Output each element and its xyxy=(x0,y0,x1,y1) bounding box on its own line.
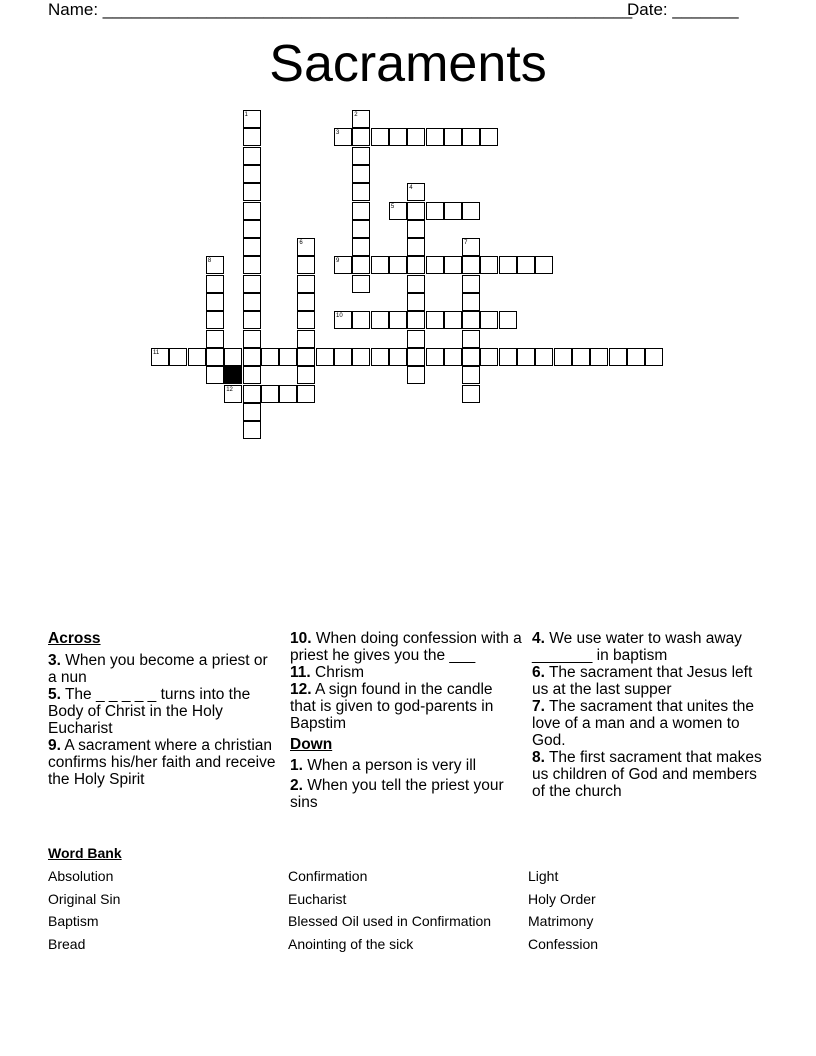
crossword-cell[interactable] xyxy=(462,330,480,348)
clue-number: 8 xyxy=(207,258,212,265)
crossword-cell[interactable] xyxy=(462,256,480,274)
crossword-cell[interactable] xyxy=(444,202,462,220)
clue-item xyxy=(532,749,768,800)
clue-number: 5. xyxy=(48,686,61,703)
crossword-cell[interactable] xyxy=(499,311,517,329)
crossword-cell[interactable] xyxy=(609,348,627,366)
clue-item xyxy=(48,652,280,686)
crossword-cell[interactable] xyxy=(206,293,224,311)
crossword-cell[interactable] xyxy=(389,311,407,329)
crossword-cell[interactable] xyxy=(279,385,297,403)
clue-number: 6 xyxy=(299,240,303,247)
crossword-cell[interactable] xyxy=(407,366,425,384)
crossword-cell[interactable] xyxy=(243,275,261,293)
crossword-cell[interactable] xyxy=(444,128,462,146)
crossword-cell[interactable] xyxy=(499,256,517,274)
date-field-label: Date: _______ xyxy=(627,0,739,19)
crossword-cell[interactable] xyxy=(517,256,535,274)
crossword-cell[interactable] xyxy=(426,256,444,274)
word-bank-item: Confession xyxy=(528,935,599,952)
crossword-cell[interactable] xyxy=(462,311,480,329)
crossword-cell[interactable] xyxy=(352,202,370,220)
crossword-cell[interactable] xyxy=(297,385,315,403)
clue-number: 10. xyxy=(290,630,312,647)
clue-number: 7 xyxy=(464,240,468,247)
crossword-cell[interactable] xyxy=(462,348,480,366)
crossword-cell[interactable] xyxy=(243,165,261,183)
clue-number: 8. xyxy=(532,749,545,766)
crossword-cell[interactable] xyxy=(462,275,480,293)
crossword-cell[interactable] xyxy=(243,147,261,165)
crossword-cell[interactable] xyxy=(407,128,425,146)
word-bank-item: Baptism xyxy=(48,913,99,929)
crossword-cell[interactable] xyxy=(426,311,444,329)
crossword-cell[interactable] xyxy=(352,147,370,165)
crossword-cell[interactable] xyxy=(426,202,444,220)
crossword-cell[interactable] xyxy=(444,311,462,329)
crossword-cell[interactable] xyxy=(480,311,498,329)
clue-item xyxy=(48,737,280,788)
clue-item xyxy=(290,664,522,681)
clue-number: 3. xyxy=(48,652,61,669)
crossword-cell[interactable] xyxy=(407,293,425,311)
crossword-cell[interactable] xyxy=(389,128,407,146)
word-bank-item: Confirmation xyxy=(288,868,368,884)
crossword-cell[interactable] xyxy=(462,385,480,403)
clues-column-2 xyxy=(290,630,522,811)
word-bank-item: Light xyxy=(528,868,559,884)
clue-number: 11 xyxy=(153,349,160,356)
clue-item xyxy=(290,777,522,811)
crossword-cell[interactable] xyxy=(206,330,224,348)
crossword-cell[interactable] xyxy=(243,366,261,384)
clue-number: 4. xyxy=(532,630,545,647)
crossword-cell[interactable] xyxy=(243,385,261,403)
crossword-cell[interactable] xyxy=(243,256,261,274)
clue-text: A sign found in the candle that is given to god-parents in Bapstim xyxy=(290,681,494,732)
clue-text: When you tell the priest your sins xyxy=(290,777,504,811)
crossword-cell[interactable] xyxy=(407,238,425,256)
crossword-cell[interactable] xyxy=(334,348,352,366)
crossword-cell[interactable] xyxy=(243,128,261,146)
crossword-black-cell xyxy=(224,366,242,384)
crossword-cell[interactable] xyxy=(243,311,261,329)
clues-column-3 xyxy=(532,630,768,800)
crossword-cell[interactable] xyxy=(590,348,608,366)
clue-number: 2. xyxy=(290,777,303,794)
crossword-cell[interactable] xyxy=(243,421,261,439)
crossword-cell[interactable] xyxy=(297,256,315,274)
crossword-cell[interactable] xyxy=(352,238,370,256)
word-bank-item: Original Sin xyxy=(48,890,121,907)
clue-item xyxy=(290,681,522,732)
crossword-cell[interactable] xyxy=(407,202,425,220)
clue-text: The _ _ _ _ _ turns into the Body of Christ in the Holy Eucharist xyxy=(48,686,251,737)
clue-number: 11. xyxy=(290,664,311,681)
crossword-cell[interactable] xyxy=(352,183,370,201)
crossword-cell[interactable] xyxy=(188,348,206,366)
crossword-cell[interactable] xyxy=(243,183,261,201)
crossword-cell[interactable] xyxy=(407,275,425,293)
word-bank-item: Bread xyxy=(48,935,86,952)
clue-number: 12 xyxy=(226,386,233,393)
clue-text: When a person is very ill xyxy=(302,757,477,774)
word-bank-column-1 xyxy=(48,868,120,958)
crossword-cell[interactable] xyxy=(352,165,370,183)
clue-text: When doing confession with a priest he gives you the ___ xyxy=(290,630,522,664)
crossword-cell[interactable] xyxy=(407,348,425,366)
clues-column-1 xyxy=(48,630,280,788)
clue-number: 6. xyxy=(532,664,545,681)
crossword-cell[interactable] xyxy=(206,348,224,366)
crossword-cell[interactable] xyxy=(389,348,407,366)
clue-text: A sacrament where a christian confirms his/her faith and receive the Holy Spirit xyxy=(48,737,276,788)
crossword-cell[interactable] xyxy=(297,330,315,348)
crossword-grid xyxy=(0,0,816,460)
clue-number: 9. xyxy=(48,737,61,754)
clue-item xyxy=(532,664,768,698)
crossword-cell[interactable] xyxy=(407,330,425,348)
crossword-cell[interactable] xyxy=(352,348,370,366)
clue-number: 3 xyxy=(336,130,340,137)
crossword-cell[interactable] xyxy=(224,348,242,366)
crossword-cell[interactable] xyxy=(554,348,572,366)
crossword-cell[interactable] xyxy=(572,348,590,366)
crossword-cell[interactable] xyxy=(389,256,407,274)
clue-text: When you become a priest or a nun xyxy=(48,652,268,686)
clue-item xyxy=(290,630,522,664)
crossword-cell[interactable] xyxy=(627,348,645,366)
name-field-label: Name: ________________________________________________________ xyxy=(48,0,633,19)
word-bank-item: Blessed Oil used in Confirmation xyxy=(288,913,492,929)
crossword-cell[interactable] xyxy=(535,256,553,274)
clue-number: 5 xyxy=(390,203,395,210)
crossword-cell[interactable] xyxy=(535,348,553,366)
crossword-cell[interactable] xyxy=(499,348,517,366)
crossword-cell[interactable] xyxy=(480,128,498,146)
crossword-cell[interactable] xyxy=(480,256,498,274)
clue-number: 7. xyxy=(532,698,545,715)
word-bank-column-2 xyxy=(288,868,491,958)
clue-item xyxy=(532,698,768,749)
clue-number: 12. xyxy=(290,681,312,698)
clue-text: The first sacrament that makes us children of God and members of the church xyxy=(532,749,762,800)
crossword-cell[interactable] xyxy=(297,293,315,311)
clue-number: 9 xyxy=(336,258,340,265)
crossword-cell[interactable] xyxy=(243,330,261,348)
clue-text: We use water to wash away _______ in baptism xyxy=(532,630,742,664)
crossword-cell[interactable] xyxy=(297,275,315,293)
word-bank-column-3 xyxy=(528,868,598,958)
crossword-cell[interactable] xyxy=(462,366,480,384)
crossword-cell[interactable] xyxy=(371,311,389,329)
crossword-cell[interactable] xyxy=(352,128,370,146)
clue-text: The sacrament that unites the love of a man and a women to God. xyxy=(532,698,755,749)
crossword-cell[interactable] xyxy=(371,348,389,366)
crossword-cell[interactable] xyxy=(444,348,462,366)
crossword-cell[interactable] xyxy=(407,256,425,274)
crossword-cell[interactable] xyxy=(206,366,224,384)
crossword-cell[interactable] xyxy=(407,220,425,238)
crossword-cell[interactable] xyxy=(352,256,370,274)
word-bank-item: Holy Order xyxy=(528,890,596,907)
crossword-cell[interactable] xyxy=(352,311,370,329)
crossword-cell[interactable] xyxy=(352,275,370,293)
crossword-cell[interactable] xyxy=(261,348,279,366)
clue-number: 4 xyxy=(409,185,413,192)
word-bank-item: Absolution xyxy=(48,868,114,884)
crossword-cell[interactable] xyxy=(426,348,444,366)
crossword-cell[interactable] xyxy=(407,311,425,329)
crossword-cell[interactable] xyxy=(297,311,315,329)
crossword-cell[interactable] xyxy=(297,366,315,384)
word-bank-item: Anointing of the sick xyxy=(288,935,414,952)
crossword-cell[interactable] xyxy=(462,128,480,146)
page-title: Sacraments xyxy=(269,35,547,93)
crossword-cell[interactable] xyxy=(243,238,261,256)
clue-number: 2 xyxy=(354,112,358,118)
word-bank-item: Matrimony xyxy=(528,913,594,929)
crossword-cell[interactable] xyxy=(426,128,444,146)
crossword-cell[interactable] xyxy=(243,220,261,238)
clue-number: 1. xyxy=(290,757,303,774)
crossword-cell[interactable] xyxy=(243,202,261,220)
clue-number: 1 xyxy=(244,112,248,118)
crossword-cell[interactable] xyxy=(371,128,389,146)
crossword-cell[interactable] xyxy=(243,348,261,366)
clue-number: 10 xyxy=(336,313,343,320)
crossword-cell[interactable] xyxy=(517,348,535,366)
crossword-cell[interactable] xyxy=(444,256,462,274)
clue-text: Chrism xyxy=(310,664,365,681)
crossword-cell[interactable] xyxy=(206,311,224,329)
across-heading: Across xyxy=(48,630,101,647)
crossword-cell[interactable] xyxy=(261,385,279,403)
down-heading: Down xyxy=(290,736,333,753)
crossword-cell[interactable] xyxy=(462,293,480,311)
crossword-cell[interactable] xyxy=(352,220,370,238)
word-bank-item: Eucharist xyxy=(288,890,347,907)
crossword-cell[interactable] xyxy=(462,202,480,220)
crossword-cell[interactable] xyxy=(297,348,315,366)
clue-item xyxy=(532,630,768,664)
crossword-cell[interactable] xyxy=(480,348,498,366)
crossword-cell[interactable] xyxy=(243,403,261,421)
word-bank-title: Word Bank xyxy=(48,845,122,861)
clue-item xyxy=(48,686,280,737)
clue-text: The sacrament that Jesus left us at the last supper xyxy=(532,664,753,698)
crossword-cell[interactable] xyxy=(316,348,334,366)
crossword-cell[interactable] xyxy=(645,348,663,366)
crossword-cell[interactable] xyxy=(371,256,389,274)
crossword-cell[interactable] xyxy=(169,348,187,366)
crossword-cell[interactable] xyxy=(243,293,261,311)
crossword-cell[interactable] xyxy=(279,348,297,366)
crossword-cell[interactable] xyxy=(206,275,224,293)
clue-item xyxy=(290,757,522,774)
